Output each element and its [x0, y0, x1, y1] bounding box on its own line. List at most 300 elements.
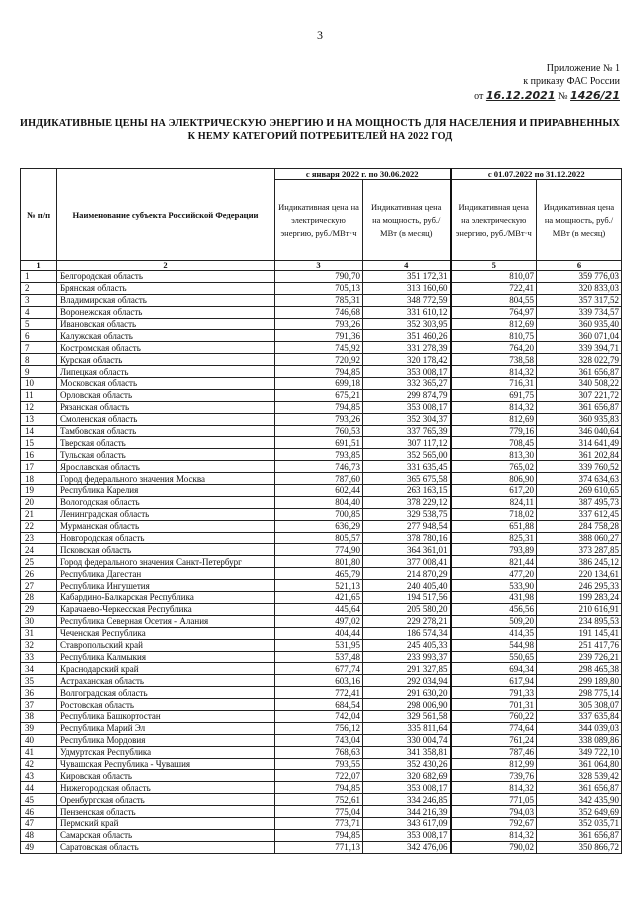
energy-price-h2: 718,02	[451, 508, 537, 520]
power-price-h1: 307 117,12	[363, 437, 451, 449]
region-name: Волгоградская область	[57, 687, 275, 699]
row-number: 36	[21, 687, 57, 699]
table-row	[21, 829, 622, 841]
price-table	[20, 168, 622, 854]
energy-price-h1: 537,48	[275, 651, 363, 663]
power-price-h2: 388 060,27	[537, 532, 622, 544]
table-row	[21, 603, 622, 615]
table-row	[21, 366, 622, 378]
energy-price-h1: 404,44	[275, 627, 363, 639]
power-price-h2: 339 394,71	[537, 342, 622, 354]
row-number: 8	[21, 354, 57, 366]
table-row	[21, 318, 622, 330]
power-price-h2: 387 495,73	[537, 496, 622, 508]
region-name: Рязанская область	[57, 401, 275, 413]
region-name: Ярославская область	[57, 461, 275, 473]
power-price-h1: 331 635,45	[363, 461, 451, 473]
power-price-h2: 373 287,85	[537, 544, 622, 556]
order-number: 1426/21	[570, 89, 620, 102]
power-price-h2: 298 775,14	[537, 687, 622, 699]
table-row	[21, 342, 622, 354]
row-number: 43	[21, 770, 57, 782]
energy-price-h2: 716,31	[451, 378, 537, 390]
energy-price-h1: 497,02	[275, 615, 363, 627]
energy-price-h2: 414,35	[451, 627, 537, 639]
power-price-h2: 284 758,28	[537, 520, 622, 532]
energy-price-h1: 705,13	[275, 282, 363, 294]
region-name: Республика Калмыкия	[57, 651, 275, 663]
row-number: 38	[21, 710, 57, 722]
row-number: 30	[21, 615, 57, 627]
table-row	[21, 568, 622, 580]
region-name: Удмуртская Республика	[57, 746, 275, 758]
row-number: 16	[21, 449, 57, 461]
power-price-h1: 233 993,37	[363, 651, 451, 663]
table-row	[21, 663, 622, 675]
power-price-h1: 320 178,42	[363, 354, 451, 366]
table-row	[21, 496, 622, 508]
region-name: Калужская область	[57, 330, 275, 342]
energy-price-h1: 771,13	[275, 841, 363, 853]
region-name: Тамбовская область	[57, 425, 275, 437]
region-name: Республика Северная Осетия - Алания	[57, 615, 275, 627]
row-number: 1	[21, 271, 57, 283]
row-number: 19	[21, 485, 57, 497]
document-title: ИНДИКАТИВНЫЕ ЦЕНЫ НА ЭЛЕКТРИЧЕСКУЮ ЭНЕРГИЮ И НА МОЩНОСТЬ ДЛЯ НАСЕЛЕНИЯ И ПРИРАВНЕННЫХ К НЕМУ КАТЕГОРИЙ ПОТРЕБИТЕЛЕЙ НА 2022 ГОД	[20, 118, 620, 142]
table-row	[21, 271, 622, 283]
energy-price-h2: 814,32	[451, 829, 537, 841]
row-number: 4	[21, 306, 57, 318]
row-number: 21	[21, 508, 57, 520]
region-name: Тверская область	[57, 437, 275, 449]
energy-price-h2: 814,32	[451, 782, 537, 794]
table-row	[21, 485, 622, 497]
energy-price-h1: 793,55	[275, 758, 363, 770]
region-name: Астраханская область	[57, 675, 275, 687]
power-price-h1: 313 160,60	[363, 282, 451, 294]
row-number: 23	[21, 532, 57, 544]
row-number: 48	[21, 829, 57, 841]
row-number: 35	[21, 675, 57, 687]
power-price-h1: 353 008,17	[363, 829, 451, 841]
row-number: 41	[21, 746, 57, 758]
energy-price-h1: 790,70	[275, 271, 363, 283]
table-row	[21, 615, 622, 627]
table-row	[21, 461, 622, 473]
power-price-h2: 361 656,87	[537, 782, 622, 794]
table-row	[21, 378, 622, 390]
power-price-h2: 269 610,65	[537, 485, 622, 497]
row-number: 29	[21, 603, 57, 615]
period-header-2: с 01.07.2022 по 31.12.2022	[451, 169, 622, 180]
region-name: Карачаево-Черкесская Республика	[57, 603, 275, 615]
power-price-h2: 337 635,84	[537, 710, 622, 722]
energy-price-h1: 746,68	[275, 306, 363, 318]
row-number: 18	[21, 473, 57, 485]
energy-price-h1: 794,85	[275, 366, 363, 378]
energy-price-h1: 756,12	[275, 722, 363, 734]
table-row	[21, 592, 622, 604]
table-row	[21, 722, 622, 734]
row-number: 15	[21, 437, 57, 449]
col-number-6: 6	[537, 261, 622, 271]
col-header-power-1: Индикативная цена на мощность, руб./МВт (в месяц)	[363, 180, 451, 261]
col-number-4: 4	[363, 261, 451, 271]
order-date: 16.12.2021	[485, 89, 556, 102]
region-name: Владимирская область	[57, 294, 275, 306]
region-name: Ивановская область	[57, 318, 275, 330]
row-number: 24	[21, 544, 57, 556]
row-number: 45	[21, 794, 57, 806]
energy-price-h2: 814,32	[451, 401, 537, 413]
energy-price-h1: 774,90	[275, 544, 363, 556]
region-name: Ленинградская область	[57, 508, 275, 520]
table-row	[21, 282, 622, 294]
energy-price-h2: 722,41	[451, 282, 537, 294]
row-number: 49	[21, 841, 57, 853]
power-price-h1: 377 008,41	[363, 556, 451, 568]
table-row	[21, 354, 622, 366]
energy-price-h2: 813,30	[451, 449, 537, 461]
power-price-h1: 331 610,12	[363, 306, 451, 318]
region-name: Липецкая область	[57, 366, 275, 378]
power-price-h2: 320 833,03	[537, 282, 622, 294]
table-row	[21, 425, 622, 437]
region-name: Ростовская область	[57, 699, 275, 711]
power-price-h1: 348 772,59	[363, 294, 451, 306]
table-row	[21, 294, 622, 306]
energy-price-h1: 531,95	[275, 639, 363, 651]
energy-price-h1: 722,07	[275, 770, 363, 782]
row-number: 20	[21, 496, 57, 508]
power-price-h2: 342 435,90	[537, 794, 622, 806]
power-price-h2: 360 071,04	[537, 330, 622, 342]
region-name: Тульская область	[57, 449, 275, 461]
power-price-h1: 214 870,29	[363, 568, 451, 580]
period-header-1: с января 2022 г. по 30.06.2022	[275, 169, 451, 180]
table-row	[21, 437, 622, 449]
row-number: 26	[21, 568, 57, 580]
row-number: 10	[21, 378, 57, 390]
energy-price-h2: 787,46	[451, 746, 537, 758]
region-name: Ставропольский край	[57, 639, 275, 651]
region-name: Брянская область	[57, 282, 275, 294]
energy-price-h2: 774,64	[451, 722, 537, 734]
power-price-h1: 353 008,17	[363, 366, 451, 378]
energy-price-h1: 785,31	[275, 294, 363, 306]
energy-price-h2: 544,98	[451, 639, 537, 651]
region-name: Республика Марий Эл	[57, 722, 275, 734]
power-price-h2: 359 776,03	[537, 271, 622, 283]
power-price-h2: 220 134,61	[537, 568, 622, 580]
energy-price-h2: 812,69	[451, 413, 537, 425]
order-number-prefix: №	[558, 91, 568, 102]
power-price-h1: 351 460,26	[363, 330, 451, 342]
energy-price-h1: 787,60	[275, 473, 363, 485]
table-body	[21, 271, 622, 854]
energy-price-h2: 550,65	[451, 651, 537, 663]
row-number: 11	[21, 389, 57, 401]
power-price-h2: 299 189,80	[537, 675, 622, 687]
row-number: 42	[21, 758, 57, 770]
energy-price-h1: 805,57	[275, 532, 363, 544]
power-price-h2: 352 649,69	[537, 806, 622, 818]
energy-price-h1: 700,85	[275, 508, 363, 520]
power-price-h1: 298 006,90	[363, 699, 451, 711]
row-number: 13	[21, 413, 57, 425]
region-name: Кировская область	[57, 770, 275, 782]
power-price-h1: 240 405,40	[363, 580, 451, 592]
region-name: Орловская область	[57, 389, 275, 401]
row-number: 7	[21, 342, 57, 354]
region-name: Смоленская область	[57, 413, 275, 425]
row-number: 37	[21, 699, 57, 711]
energy-price-h2: 824,11	[451, 496, 537, 508]
table-row	[21, 306, 622, 318]
row-number: 47	[21, 817, 57, 829]
power-price-h1: 329 538,75	[363, 508, 451, 520]
energy-price-h2: 764,97	[451, 306, 537, 318]
col-header-region: Наименование субъекта Российской Федерации	[57, 169, 275, 261]
power-price-h1: 291 327,85	[363, 663, 451, 675]
power-price-h1: 337 765,39	[363, 425, 451, 437]
energy-price-h2: 533,90	[451, 580, 537, 592]
power-price-h2: 246 295,33	[537, 580, 622, 592]
row-number: 31	[21, 627, 57, 639]
region-name: Оренбургская область	[57, 794, 275, 806]
col-number-3: 3	[275, 261, 363, 271]
table-row	[21, 782, 622, 794]
power-price-h2: 234 895,53	[537, 615, 622, 627]
row-number: 3	[21, 294, 57, 306]
energy-price-h1: 772,41	[275, 687, 363, 699]
col-header-energy-1: Индикативная цена на электрическую энергию, руб./МВт·ч	[275, 180, 363, 261]
energy-price-h2: 810,75	[451, 330, 537, 342]
power-price-h1: 343 617,09	[363, 817, 451, 829]
power-price-h2: 361 064,80	[537, 758, 622, 770]
energy-price-h1: 421,65	[275, 592, 363, 604]
energy-price-h1: 636,29	[275, 520, 363, 532]
power-price-h2: 386 245,12	[537, 556, 622, 568]
table-row	[21, 794, 622, 806]
table-row	[21, 675, 622, 687]
power-price-h2: 360 935,40	[537, 318, 622, 330]
power-price-h2: 305 308,07	[537, 699, 622, 711]
region-name: Самарская область	[57, 829, 275, 841]
power-price-h2: 360 935,83	[537, 413, 622, 425]
table-row	[21, 330, 622, 342]
row-number: 12	[21, 401, 57, 413]
energy-price-h2: 708,45	[451, 437, 537, 449]
region-name: Пермский край	[57, 817, 275, 829]
col-header-power-2: Индикативная цена на мощность, руб./МВт (в месяц)	[537, 180, 622, 261]
table-row	[21, 532, 622, 544]
energy-price-h2: 701,31	[451, 699, 537, 711]
energy-price-h2: 821,44	[451, 556, 537, 568]
power-price-h2: 314 641,49	[537, 437, 622, 449]
page-number: 3	[317, 28, 323, 42]
region-name: Мурманская область	[57, 520, 275, 532]
order-from-prefix: от	[474, 91, 484, 102]
row-number: 6	[21, 330, 57, 342]
region-name: Саратовская область	[57, 841, 275, 853]
energy-price-h2: 651,88	[451, 520, 537, 532]
energy-price-h1: 742,04	[275, 710, 363, 722]
region-name: Город федерального значения Москва	[57, 473, 275, 485]
energy-price-h1: 746,73	[275, 461, 363, 473]
power-price-h2: 328 022,79	[537, 354, 622, 366]
power-price-h2: 298 465,38	[537, 663, 622, 675]
energy-price-h2: 761,24	[451, 734, 537, 746]
table-row	[21, 544, 622, 556]
table-row	[21, 817, 622, 829]
region-name: Республика Дагестан	[57, 568, 275, 580]
row-number: 34	[21, 663, 57, 675]
table-row	[21, 806, 622, 818]
table-row	[21, 401, 622, 413]
energy-price-h1: 793,26	[275, 413, 363, 425]
power-price-h2: 361 656,87	[537, 401, 622, 413]
energy-price-h1: 752,61	[275, 794, 363, 806]
power-price-h1: 186 574,34	[363, 627, 451, 639]
table-row	[21, 389, 622, 401]
table-row	[21, 520, 622, 532]
power-price-h1: 344 216,39	[363, 806, 451, 818]
power-price-h1: 330 004,74	[363, 734, 451, 746]
energy-price-h1: 791,36	[275, 330, 363, 342]
power-price-h2: 340 508,22	[537, 378, 622, 390]
power-price-h2: 210 616,91	[537, 603, 622, 615]
energy-price-h2: 779,16	[451, 425, 537, 437]
table-row	[21, 734, 622, 746]
table-row	[21, 639, 622, 651]
region-name: Республика Ингушетия	[57, 580, 275, 592]
power-price-h1: 352 430,26	[363, 758, 451, 770]
energy-price-h2: 509,20	[451, 615, 537, 627]
col-number-2: 2	[57, 261, 275, 271]
power-price-h2: 349 722,10	[537, 746, 622, 758]
power-price-h2: 361 202,84	[537, 449, 622, 461]
table-row	[21, 710, 622, 722]
energy-price-h2: 617,20	[451, 485, 537, 497]
col-header-number: № п/п	[21, 169, 57, 261]
energy-price-h1: 675,21	[275, 389, 363, 401]
power-price-h1: 352 303,95	[363, 318, 451, 330]
col-number-1: 1	[21, 261, 57, 271]
region-name: Белгородская область	[57, 271, 275, 283]
energy-price-h1: 801,80	[275, 556, 363, 568]
energy-price-h1: 602,44	[275, 485, 363, 497]
energy-price-h1: 720,92	[275, 354, 363, 366]
table-row	[21, 473, 622, 485]
energy-price-h2: 792,67	[451, 817, 537, 829]
row-number: 33	[21, 651, 57, 663]
power-price-h2: 374 634,63	[537, 473, 622, 485]
energy-price-h1: 775,04	[275, 806, 363, 818]
energy-price-h2: 810,07	[451, 271, 537, 283]
energy-price-h1: 773,71	[275, 817, 363, 829]
table-row	[21, 556, 622, 568]
table-row	[21, 746, 622, 758]
power-price-h1: 352 565,00	[363, 449, 451, 461]
power-price-h1: 291 630,20	[363, 687, 451, 699]
region-name: Пензенская область	[57, 806, 275, 818]
energy-price-h2: 806,90	[451, 473, 537, 485]
power-price-h1: 320 682,69	[363, 770, 451, 782]
energy-price-h2: 456,56	[451, 603, 537, 615]
power-price-h1: 353 008,17	[363, 782, 451, 794]
table-row	[21, 580, 622, 592]
power-price-h1: 292 034,94	[363, 675, 451, 687]
row-number: 5	[21, 318, 57, 330]
region-name: Псковская область	[57, 544, 275, 556]
region-name: Новгородская область	[57, 532, 275, 544]
power-price-h2: 199 283,24	[537, 592, 622, 604]
energy-price-h2: 738,58	[451, 354, 537, 366]
power-price-h1: 378 780,16	[363, 532, 451, 544]
table-row	[21, 449, 622, 461]
row-number: 14	[21, 425, 57, 437]
power-price-h1: 365 675,58	[363, 473, 451, 485]
power-price-h1: 299 874,79	[363, 389, 451, 401]
row-number: 17	[21, 461, 57, 473]
table-row	[21, 758, 622, 770]
table-row	[21, 687, 622, 699]
energy-price-h1: 691,51	[275, 437, 363, 449]
power-price-h1: 353 008,17	[363, 401, 451, 413]
energy-price-h2: 765,02	[451, 461, 537, 473]
energy-price-h2: 760,22	[451, 710, 537, 722]
power-price-h1: 332 365,27	[363, 378, 451, 390]
power-price-h2: 346 040,64	[537, 425, 622, 437]
col-number-5: 5	[451, 261, 537, 271]
row-number: 28	[21, 592, 57, 604]
power-price-h1: 263 163,15	[363, 485, 451, 497]
energy-price-h2: 739,76	[451, 770, 537, 782]
order-reference	[474, 89, 620, 102]
table-row	[21, 770, 622, 782]
power-price-h2: 339 734,57	[537, 306, 622, 318]
energy-price-h2: 764,20	[451, 342, 537, 354]
row-number: 22	[21, 520, 57, 532]
energy-price-h1: 794,85	[275, 829, 363, 841]
row-number: 40	[21, 734, 57, 746]
power-price-h1: 205 580,20	[363, 603, 451, 615]
energy-price-h1: 793,26	[275, 318, 363, 330]
power-price-h1: 335 811,64	[363, 722, 451, 734]
energy-price-h1: 465,79	[275, 568, 363, 580]
energy-price-h2: 771,05	[451, 794, 537, 806]
region-name: Республика Башкортостан	[57, 710, 275, 722]
energy-price-h2: 431,98	[451, 592, 537, 604]
row-number: 27	[21, 580, 57, 592]
power-price-h2: 344 039,03	[537, 722, 622, 734]
region-name: Краснодарский край	[57, 663, 275, 675]
region-name: Костромская область	[57, 342, 275, 354]
region-name: Воронежская область	[57, 306, 275, 318]
table-row	[21, 841, 622, 853]
power-price-h1: 351 172,31	[363, 271, 451, 283]
power-price-h1: 245 405,33	[363, 639, 451, 651]
power-price-h2: 191 145,41	[537, 627, 622, 639]
energy-price-h1: 804,40	[275, 496, 363, 508]
table-row	[21, 413, 622, 425]
energy-price-h2: 812,69	[451, 318, 537, 330]
table-row	[21, 651, 622, 663]
power-price-h1: 364 361,01	[363, 544, 451, 556]
power-price-h2: 352 035,71	[537, 817, 622, 829]
energy-price-h2: 812,99	[451, 758, 537, 770]
